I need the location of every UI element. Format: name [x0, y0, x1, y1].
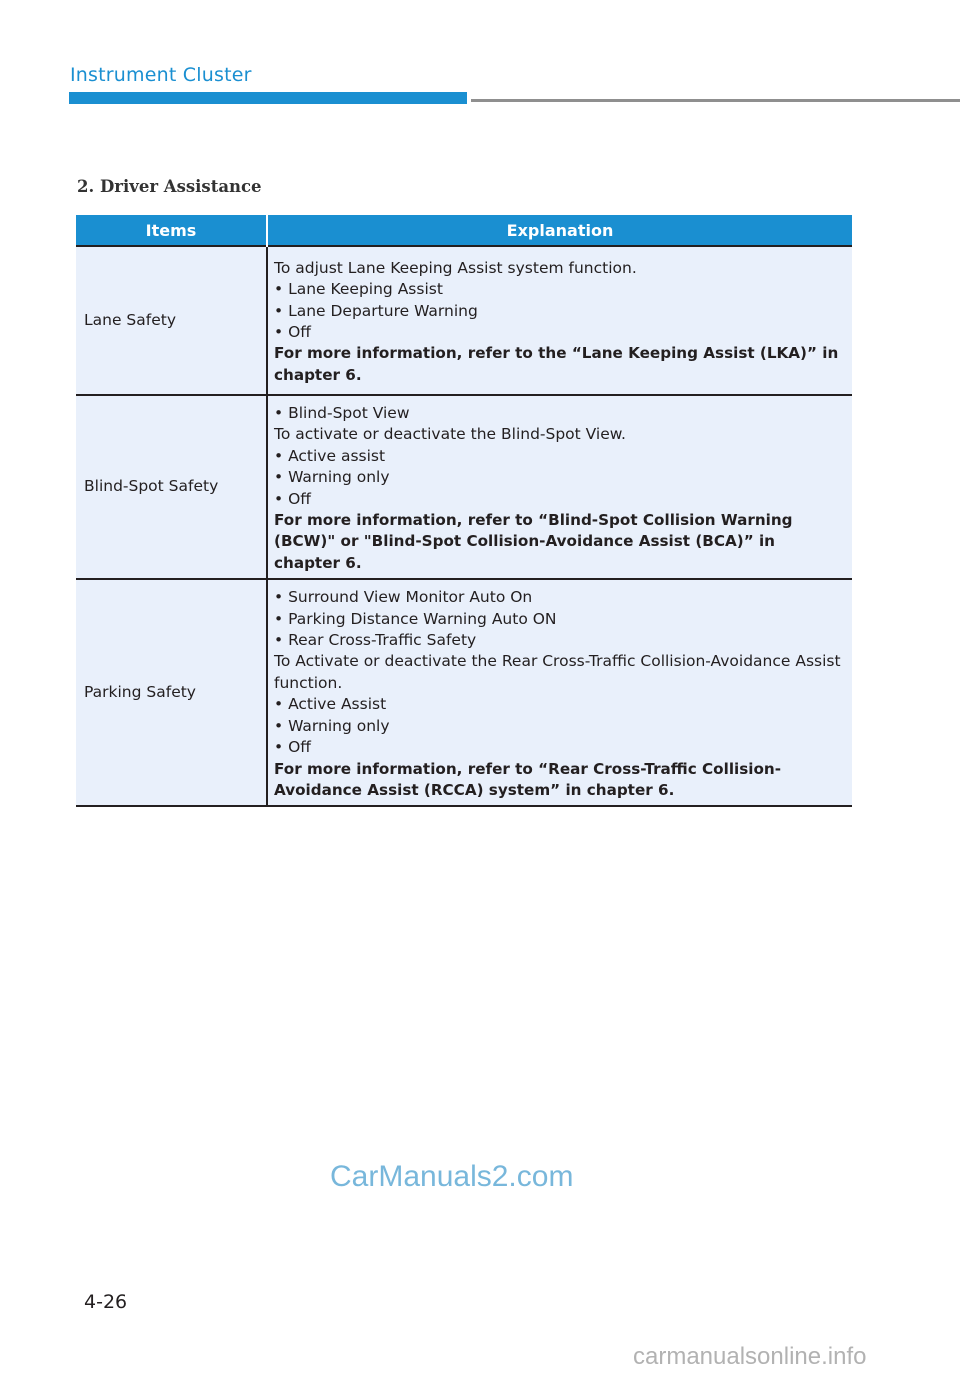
explanation-line: To adjust Lane Keeping Assist system function.: [274, 258, 637, 277]
explanation-line: • Surround View Monitor Auto On: [274, 588, 533, 607]
header-rule-gray: [471, 99, 960, 102]
table-header-row: [76, 215, 852, 246]
explanation-line: • Off: [274, 323, 311, 341]
table-row: [76, 395, 852, 579]
column-header-items: Items: [76, 215, 267, 246]
explanation-line: To Activate or deactivate the Rear Cross-Traffic Collision-Avoidance Assist function.: [274, 652, 841, 692]
chapter-title: Instrument Cluster: [70, 64, 252, 86]
explanation-line: • Blind-Spot View: [274, 404, 410, 422]
explanation-line: • Parking Distance Warning Auto ON: [274, 609, 557, 628]
explanation-line: • Lane Departure Warning: [274, 301, 478, 320]
column-header-explanation: Explanation: [267, 215, 852, 246]
explanation-line: • Active Assist: [274, 695, 387, 714]
header-rule-accent: [69, 92, 467, 104]
table-row: [76, 246, 852, 395]
explanation-line: • Off: [274, 489, 311, 508]
explanation-line: • Warning only: [274, 468, 390, 487]
table-row: [76, 579, 852, 806]
explanation-line: • Lane Keeping Assist: [274, 280, 443, 299]
reference-note: For more information, refer to “Blind-Spot Collision Warning (BCW)" or "Blind-Spot Collision-Avoidance Assist (BCA)” in chapter 6.: [274, 511, 793, 572]
explanation-line: To activate or deactivate the Blind-Spot View.: [274, 425, 626, 444]
row-explanation-parking-safety: [267, 579, 852, 806]
row-item-lane-safety: Lane Safety: [76, 246, 267, 395]
row-explanation-lane-safety: [267, 246, 852, 395]
row-item-blind-spot-safety: Blind-Spot Safety: [76, 395, 267, 579]
explanation-line: • Warning only: [274, 716, 390, 735]
explanation-line: • Off: [274, 738, 311, 757]
page-number: 4-26: [84, 1291, 128, 1313]
reference-note: For more information, refer to “Rear Cross-Traffic Collision-Avoidance Assist (RCCA) system” in chapter 6.: [274, 759, 782, 799]
watermark-text: CarManuals2.com: [330, 1160, 574, 1193]
section-heading: 2. Driver Assistance: [77, 177, 262, 196]
explanation-line: • Active assist: [274, 446, 386, 465]
explanation-line: • Rear Cross-Traffic Safety: [274, 631, 477, 650]
driver-assistance-table: [76, 215, 852, 807]
reference-note: For more information, refer to the “Lane Keeping Assist (LKA)” in chapter 6.: [274, 344, 839, 384]
footer-site-text: carmanualsonline.info: [633, 1343, 867, 1370]
row-item-parking-safety: Parking Safety: [76, 579, 267, 806]
row-explanation-blind-spot-safety: [267, 395, 852, 579]
